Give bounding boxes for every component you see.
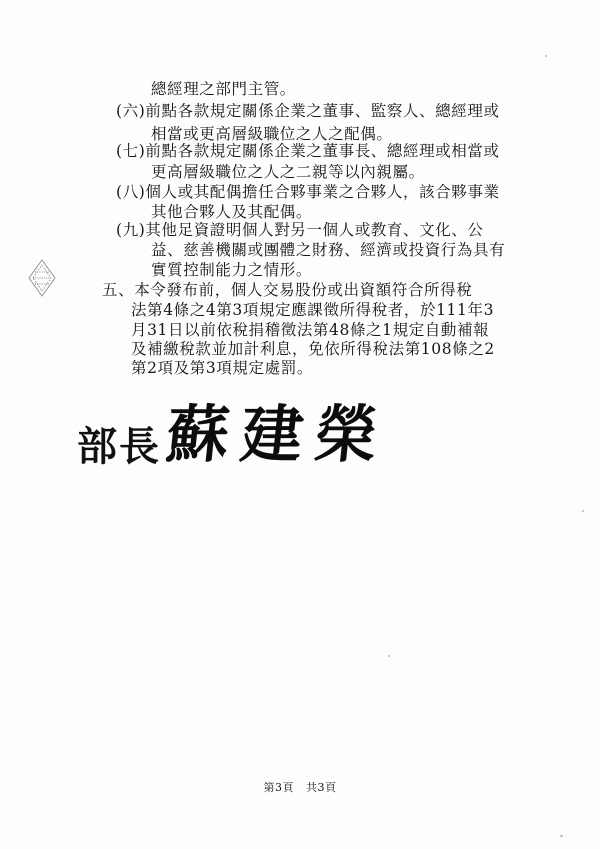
scan-speck	[388, 655, 390, 657]
text-line-5: 更高層級職位之人之二親等以內親屬。	[151, 163, 425, 181]
text-line-15: 第2項及第3項規定處罰。	[131, 359, 313, 377]
text-line-12: 法第4條之4第3項規定應課徵所得稅者，於111年3	[131, 301, 495, 319]
text-line-1: 總經理之部門主管。	[151, 80, 296, 98]
signature-name: 蘇建榮	[163, 398, 393, 471]
perforation-seal-icon	[27, 258, 57, 298]
signature-block	[77, 395, 393, 475]
page-total: 共3頁	[306, 781, 337, 794]
text-line-11: 五、本令發布前，個人交易股份或出資額符合所得稅	[102, 281, 473, 299]
text-line-9: 益、慈善機關或團體之財務、經濟或投資行為具有	[151, 241, 506, 259]
page-footer	[0, 779, 600, 795]
text-line-6: (八)個人或其配偶擔任合夥事業之合夥人，該合夥事業	[116, 183, 500, 201]
page-current: 第3頁	[263, 781, 294, 794]
text-line-2: (六)前點各款規定關係企業之董事、監察人、總經理或	[116, 102, 500, 120]
text-line-14: 及補繳稅款並加計利息，免依所得稅法第108條之2	[131, 340, 495, 358]
text-line-13: 月31日以前依稅捐稽徵法第48條之1規定自動補報	[131, 321, 490, 339]
scan-speck	[582, 510, 584, 512]
text-line-3: 相當或更高層級職位之人之配偶。	[151, 125, 393, 143]
text-line-4: (七)前點各款規定關係企業之董事長、總經理或相當或	[116, 142, 500, 160]
text-line-8: (九)其他足資證明個人對另一個人或教育、文化、公	[116, 221, 484, 239]
signature-title: 部長	[77, 423, 161, 470]
text-line-7: 其他合夥人及其配偶。	[151, 203, 313, 221]
scan-speck	[545, 55, 547, 57]
text-line-10: 實質控制能力之情形。	[151, 261, 313, 279]
scan-speck	[560, 835, 563, 837]
